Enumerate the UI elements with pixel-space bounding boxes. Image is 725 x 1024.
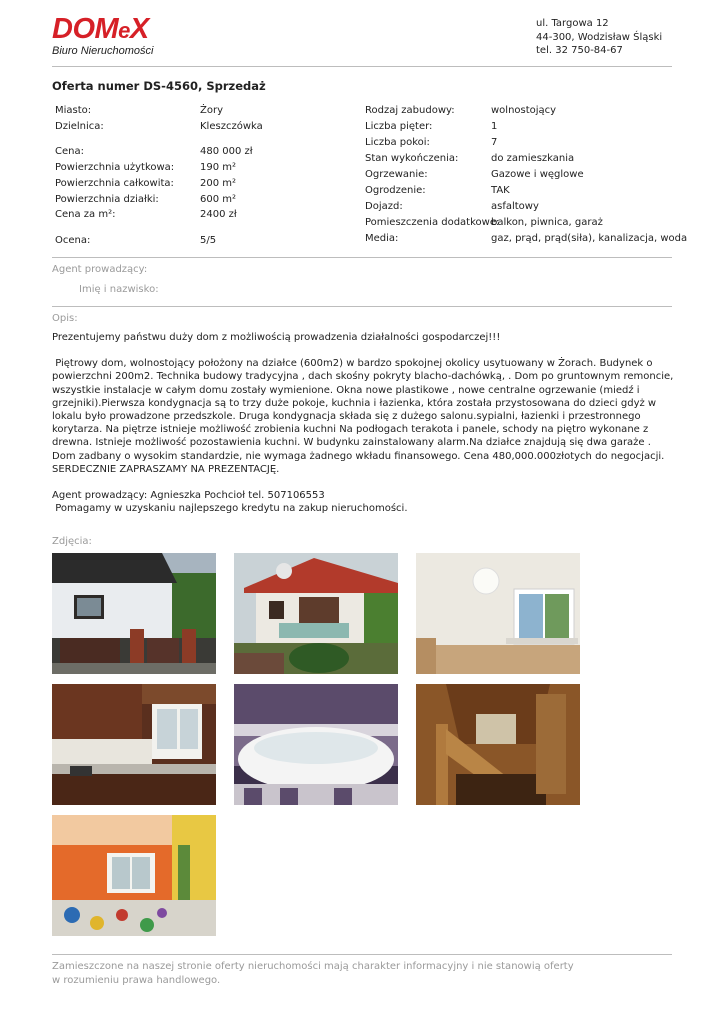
detail-label: Stan wykończenia:	[365, 153, 459, 164]
office-address	[536, 17, 662, 58]
photo-staircase[interactable]	[416, 684, 580, 805]
detail-label: Ogrzewanie:	[365, 169, 428, 180]
photo-kitchen[interactable]	[52, 684, 216, 805]
detail-label: Liczba pięter:	[365, 121, 433, 132]
detail-value: 200 m²	[200, 178, 237, 189]
description-section-label: Opis:	[52, 313, 78, 324]
detail-label: Powierzchnia użytkowa:	[55, 162, 175, 173]
detail-value: 480 000 zł	[200, 146, 253, 157]
detail-label: Liczba pokoi:	[365, 137, 430, 148]
description-paragraph: Agent prowadzący: Agnieszka Pochcioł tel. 507106553 Pomagamy w uzyskaniu najlepszego kredytu na zakup nieruchomości.	[52, 490, 408, 515]
detail-value: 190 m²	[200, 162, 237, 173]
photo-house-exterior-1[interactable]	[52, 553, 216, 674]
detail-value: wolnostojący	[491, 105, 557, 116]
detail-label: Media:	[365, 233, 399, 244]
divider	[52, 954, 672, 955]
detail-value: asfaltowy	[491, 201, 539, 212]
divider	[52, 66, 672, 67]
detail-value: gaz, prąd, prąd(siła), kanalizacja, woda	[491, 233, 688, 244]
divider	[52, 306, 672, 307]
detail-label: Powierzchnia działki:	[55, 194, 159, 205]
detail-label: Dzielnica:	[55, 121, 104, 132]
agent-section-label: Agent prowadzący:	[52, 264, 148, 275]
detail-value: 7	[491, 137, 498, 148]
company-logo	[52, 15, 153, 57]
description-paragraph: Prezentujemy państwu duży dom z możliwością prowadzenia działalności gospodarczej!!!	[52, 332, 501, 343]
photo-bathroom[interactable]	[234, 684, 398, 805]
detail-label: Pomieszczenia dodatkowe:	[365, 217, 500, 228]
detail-value: Kleszczówka	[200, 121, 263, 132]
details-right	[365, 105, 688, 255]
detail-value: 600 m²	[200, 194, 237, 205]
detail-label: Ocena:	[55, 235, 91, 246]
detail-label: Rodzaj zabudowy:	[365, 105, 455, 116]
logo-wordmark: DOMeX	[52, 13, 149, 45]
description-text	[52, 331, 674, 515]
detail-label: Cena za m²:	[55, 209, 116, 220]
detail-label: Cena:	[55, 146, 84, 157]
offer-title: Oferta numer DS-4560, Sprzedaż	[52, 79, 266, 93]
detail-label: Miasto:	[55, 105, 92, 116]
detail-value: Żory	[200, 105, 223, 116]
description-paragraph: Piętrowy dom, wolnostojący położony na działce (600m2) w bardzo spokojnej okolicy usytuowany w Żorach. Budynek o powierzchni 200m2. Technika budowy tradycyjna , dach skośny pokryty blacho-dachówką, . Dom po gruntownym remoncie, wszystkie instalacje w całym domu zostały wymienione. Okna nowe plastikowe , nowe centralne ogrzewanie (miedź i grzejniki).Pierwsza kondygnacja są to trzy duże pokoje, kuchnia i łazienka, która została przystosowana do dzieci gdyż w lokalu było prowadzone przedszkole. Druga kondygnacja składa się z dużego salonu.sypialni, łazienki i przestronnego korytarza. Na piętrze istnieje możliwość zrobienia kuchni Na podłogach terakota i panele, schody na piętro wykonane z drewna. Istnieje możliwość pozostawienia kuchni. W budynku zainstalowany alarm.Na działce znajdują się dwa garaże . Dom zadbany o wysokim standardzie, nie wymaga żadnego wkładu finansowego. Cena 480,000.000złotych do negocjacji. SERDECZNIE ZAPRASZAMY NA PREZENTACJĘ.	[52, 358, 674, 475]
detail-value: 1	[491, 121, 498, 132]
photos-section-label: Zdjęcia:	[52, 536, 92, 547]
detail-value: 5/5	[200, 235, 217, 246]
legal-disclaimer	[52, 960, 574, 988]
detail-label: Ogrodzenie:	[365, 185, 426, 196]
detail-value: 2400 zł	[200, 209, 237, 220]
detail-value: TAK	[491, 185, 510, 196]
detail-value: do zamieszkania	[491, 153, 575, 164]
address-street: ul. Targowa 12	[536, 18, 609, 29]
photo-house-exterior-2[interactable]	[234, 553, 398, 674]
address-phone: tel. 32 750-84-67	[536, 45, 623, 56]
disclaimer-line: w rozumieniu prawa handlowego.	[52, 975, 221, 986]
photo-room-window[interactable]	[416, 553, 580, 674]
agent-name-label: Imię i nazwisko:	[79, 284, 159, 295]
divider	[52, 257, 672, 258]
detail-label: Powierzchnia całkowita:	[55, 178, 174, 189]
detail-label: Dojazd:	[365, 201, 403, 212]
address-city: 44-300, Wodzisław Śląski	[536, 31, 663, 43]
disclaimer-line: Zamieszczone na naszej stronie oferty nieruchomości mają charakter informacyjny i nie stanowią oferty	[52, 961, 574, 972]
logo-tagline: Biuro Nieruchomości	[52, 45, 154, 57]
detail-value: Gazowe i węglowe	[491, 169, 584, 180]
detail-value: balkon, piwnica, garaż	[491, 217, 603, 228]
photo-playroom[interactable]	[52, 815, 216, 936]
details-left	[55, 105, 355, 255]
